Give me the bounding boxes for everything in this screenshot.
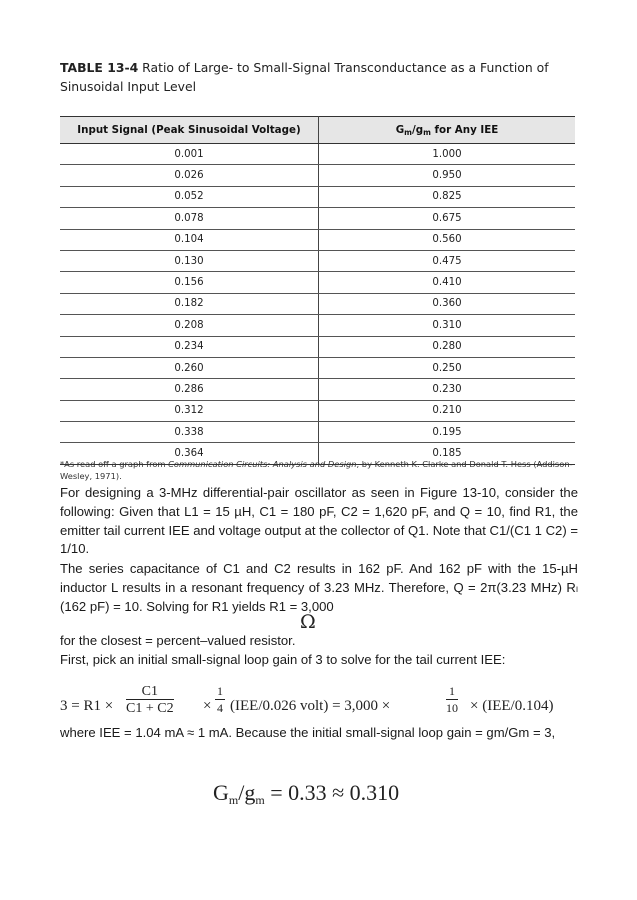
cell-input-signal: 0.260 xyxy=(60,357,319,378)
eq1-frac3-denominator: 10 xyxy=(446,701,458,715)
cell-gm-ratio: 0.310 xyxy=(319,315,576,336)
table-row xyxy=(60,400,575,421)
table-label: TABLE 13-4 xyxy=(60,60,139,75)
cell-input-signal: 0.312 xyxy=(60,400,319,421)
table-row xyxy=(60,293,575,314)
eq1-frac1-numerator: C1 xyxy=(126,684,174,700)
omega-symbol: Ω xyxy=(300,611,316,633)
cell-gm-ratio: 0.560 xyxy=(319,229,576,250)
cell-gm-ratio: 0.210 xyxy=(319,400,576,421)
header-sub-2: m xyxy=(423,127,431,137)
paragraph-closest-resistor: for the closest = percent–valued resistor. xyxy=(60,633,296,648)
eq2-G: G xyxy=(213,780,229,805)
eq1-tail: × (IEE/0.104) xyxy=(470,698,554,714)
header-G: G xyxy=(395,123,405,136)
eq1-fraction-capacitance xyxy=(126,684,174,717)
eq1-frac1-denominator: C1 + C2 xyxy=(126,701,174,716)
table-body xyxy=(60,144,575,465)
eq1-frac3-numerator: 1 xyxy=(446,684,458,700)
eq2-rest: = 0.33 ≈ 0.310 xyxy=(264,780,400,805)
table-row xyxy=(60,186,575,207)
footnote-suffix: , by Kenneth K. Clarke and Donald T. Hess (Addison-Wesley, 1971). xyxy=(60,459,573,481)
paragraph-series-capacitance: The series capacitance of C1 and C2 results in 162 pF. And 162 pF with the 15-µH inductor L results in a resonant frequency of 3.23 MHz. Therefore, Q = 2π(3.23 MHz) Rₗ (162 pF) = 10. Solving for R1 yields R1 = 3,000 xyxy=(60,561,578,614)
table-row xyxy=(60,315,575,336)
cell-input-signal: 0.130 xyxy=(60,250,319,271)
paragraph-loop-gain: First, pick an initial small-signal loop gain of 3 to solve for the tail current IEE: xyxy=(60,652,506,667)
cell-input-signal: 0.234 xyxy=(60,336,319,357)
cell-gm-ratio: 0.825 xyxy=(319,186,576,207)
eq1-fraction-tenth xyxy=(446,684,458,717)
table-row xyxy=(60,379,575,400)
column-header-gm-ratio xyxy=(319,117,576,144)
cell-input-signal: 0.156 xyxy=(60,272,319,293)
header-rest: for Any IEE xyxy=(430,123,499,136)
footnote-prefix: *As read off a graph from xyxy=(60,459,169,469)
table-row xyxy=(60,336,575,357)
table-row xyxy=(60,229,575,250)
cell-gm-ratio: 0.675 xyxy=(319,208,576,229)
cell-input-signal: 0.182 xyxy=(60,293,319,314)
cell-gm-ratio: 0.475 xyxy=(319,250,576,271)
eq1-lhs: 3 = R1 × xyxy=(60,698,114,714)
table-row xyxy=(60,272,575,293)
eq1-fraction-quarter xyxy=(215,684,225,717)
cell-input-signal: 0.001 xyxy=(60,144,319,165)
cell-input-signal: 0.104 xyxy=(60,229,319,250)
cell-input-signal: 0.364 xyxy=(60,443,319,464)
cell-gm-ratio: 0.230 xyxy=(319,379,576,400)
eq2-sub1: m xyxy=(228,793,239,807)
cell-gm-ratio: 0.360 xyxy=(319,293,576,314)
eq1-times: × xyxy=(203,698,212,714)
cell-gm-ratio: 0.950 xyxy=(319,165,576,186)
table-row xyxy=(60,357,575,378)
eq2-sub2: m xyxy=(255,793,265,807)
transconductance-table xyxy=(60,116,575,465)
cell-gm-ratio: 0.280 xyxy=(319,336,576,357)
eq2-slash: /g xyxy=(238,780,256,805)
cell-input-signal: 0.286 xyxy=(60,379,319,400)
cell-input-signal: 0.026 xyxy=(60,165,319,186)
cell-input-signal: 0.208 xyxy=(60,315,319,336)
cell-gm-ratio: 0.195 xyxy=(319,422,576,443)
table-caption-text: Ratio of Large- to Small-Signal Transconductance as a Function of Sinusoidal Input Level xyxy=(60,60,549,94)
cell-input-signal: 0.078 xyxy=(60,208,319,229)
column-header-input-signal: Input Signal (Peak Sinusoidal Voltage) xyxy=(60,117,319,144)
paragraph-design-problem: For designing a 3-MHz differential-pair oscillator as seen in Figure 13-10, consider the following: Given that L1 = 15 µH, C1 = 180 pF, C2 = 1,620 pF, and Q = 10, find R1, the emitter tail current IEE and voltage output at the collector of Q1. Note that C1/(C1 1 C2) = 1/10. xyxy=(60,485,578,557)
table-footnote xyxy=(60,459,580,482)
table-header-row xyxy=(60,117,575,144)
cell-gm-ratio: 0.250 xyxy=(319,357,576,378)
cell-gm-ratio: 0.185 xyxy=(319,443,576,464)
equation-loop-gain xyxy=(60,684,580,724)
paragraph-iee-result: where IEE = 1.04 mA ≈ 1 mA. Because the initial small-signal loop gain = gm/Gm = 3, xyxy=(60,725,556,740)
eq1-frac2-denominator: 4 xyxy=(217,701,223,715)
cell-input-signal: 0.338 xyxy=(60,422,319,443)
eq1-middle: (IEE/0.026 volt) = 3,000 × xyxy=(230,698,391,714)
cell-input-signal: 0.052 xyxy=(60,186,319,207)
header-slash: /g xyxy=(412,123,424,136)
header-sub-1: m xyxy=(404,127,412,137)
table-caption xyxy=(60,58,580,96)
table-row xyxy=(60,208,575,229)
cell-gm-ratio: 1.000 xyxy=(319,144,576,165)
eq1-frac2-numerator: 1 xyxy=(217,684,223,698)
footnote-source: Communication Circuits: Analysis and Design xyxy=(168,459,357,469)
cell-gm-ratio: 0.410 xyxy=(319,272,576,293)
equation-gm-ratio xyxy=(213,780,399,808)
table-row xyxy=(60,250,575,271)
table-row xyxy=(60,144,575,165)
table-row xyxy=(60,422,575,443)
table-row xyxy=(60,165,575,186)
